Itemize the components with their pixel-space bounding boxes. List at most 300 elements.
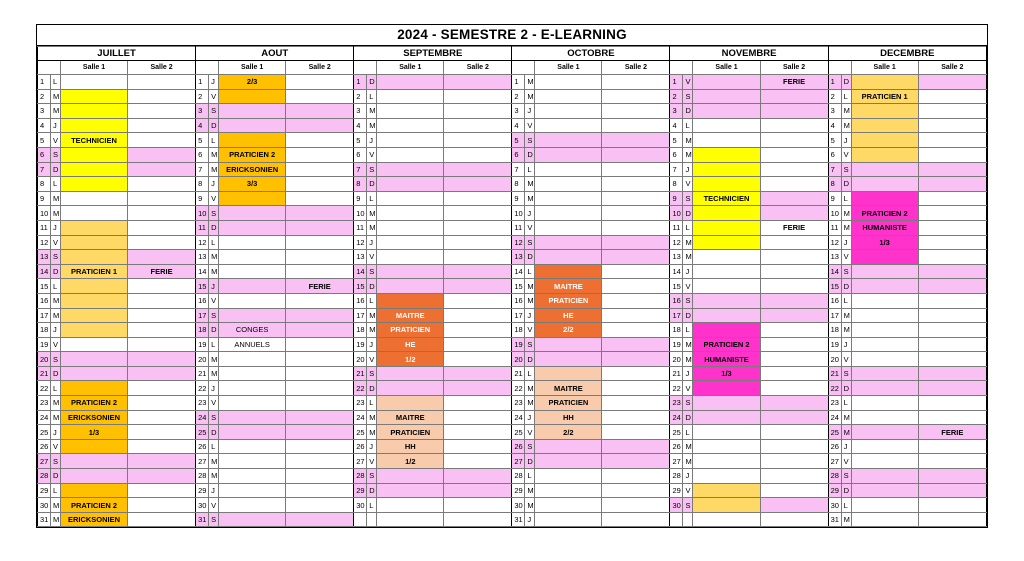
day-number: 13	[828, 250, 841, 265]
salle-1-cell	[377, 191, 444, 206]
day-of-week: V	[683, 279, 693, 294]
salle-2-cell	[602, 425, 670, 440]
salle-1-cell	[61, 352, 128, 367]
salle-1-cell	[61, 337, 128, 352]
salle-2-cell	[760, 498, 828, 513]
empty-cell	[354, 512, 367, 527]
salle-2-cell	[918, 498, 986, 513]
day-of-week: M	[367, 410, 377, 425]
day-number: 31	[828, 512, 841, 527]
salle-1-cell	[693, 381, 760, 396]
day-of-week: V	[51, 235, 61, 250]
salle-1-cell	[377, 162, 444, 177]
day-of-week: M	[683, 352, 693, 367]
day-number: 30	[670, 498, 683, 513]
day-number: 24	[828, 410, 841, 425]
day-number: 20	[196, 352, 209, 367]
day-of-week: L	[525, 469, 535, 484]
salle-2-cell	[444, 250, 512, 265]
salle-1-cell	[851, 118, 918, 133]
salle-2-cell	[286, 337, 354, 352]
day-number: 24	[512, 410, 525, 425]
salle-1-cell	[219, 352, 286, 367]
salle-1-cell: MAITRE	[535, 279, 602, 294]
calendar-row	[38, 250, 987, 265]
salle-1-cell	[377, 220, 444, 235]
calendar-row	[38, 177, 987, 192]
day-number: 18	[828, 323, 841, 338]
salle-1-cell	[851, 366, 918, 381]
day-number: 14	[670, 264, 683, 279]
salle-1-cell: HH	[377, 439, 444, 454]
day-of-week: D	[209, 425, 219, 440]
day-number: 7	[512, 162, 525, 177]
salle-2-cell	[286, 118, 354, 133]
salle-2-cell	[760, 425, 828, 440]
day-number: 9	[354, 191, 367, 206]
salle-2-cell	[760, 89, 828, 104]
day-of-week: J	[683, 366, 693, 381]
salle-1-cell	[377, 206, 444, 221]
day-of-week: D	[525, 352, 535, 367]
salle-1-cell	[219, 250, 286, 265]
salle-1-cell	[61, 381, 128, 396]
salle-2-cell	[918, 469, 986, 484]
day-number: 26	[828, 439, 841, 454]
salle-1-cell	[61, 118, 128, 133]
day-of-week: L	[525, 366, 535, 381]
day-of-week: S	[367, 264, 377, 279]
salle-1-cell	[219, 206, 286, 221]
day-of-week: S	[841, 162, 851, 177]
salle-2-cell	[760, 206, 828, 221]
day-number: 2	[512, 89, 525, 104]
day-of-week: M	[209, 147, 219, 162]
day-of-week: V	[683, 381, 693, 396]
day-number: 10	[512, 206, 525, 221]
day-number: 26	[670, 439, 683, 454]
day-number: 7	[670, 162, 683, 177]
salle-1-cell	[61, 191, 128, 206]
day-of-week: L	[367, 293, 377, 308]
salle-2-cell	[128, 352, 196, 367]
day-of-week: M	[841, 512, 851, 527]
empty-cell	[444, 512, 512, 527]
day-column-header	[828, 61, 851, 75]
day-of-week: V	[683, 177, 693, 192]
salle-1-cell: HUMANISTE	[693, 352, 760, 367]
day-of-week: D	[367, 483, 377, 498]
salle-2-cell	[760, 483, 828, 498]
salle-1-cell	[851, 469, 918, 484]
empty-cell	[670, 512, 683, 527]
salle-2-cell	[918, 118, 986, 133]
calendar-row	[38, 454, 987, 469]
empty-cell	[760, 512, 828, 527]
day-of-week: S	[683, 396, 693, 411]
salle-1-cell: 1/3	[693, 366, 760, 381]
day-number: 25	[670, 425, 683, 440]
day-of-week: V	[51, 133, 61, 148]
day-of-week: V	[525, 118, 535, 133]
day-of-week: D	[51, 469, 61, 484]
salle-1-cell	[377, 177, 444, 192]
day-of-week: J	[525, 410, 535, 425]
salle-2-cell	[760, 337, 828, 352]
salle-1-cell: HE	[377, 337, 444, 352]
salle-1-header: Salle 1	[693, 61, 760, 75]
calendar-row	[38, 264, 987, 279]
salle-1-cell	[61, 250, 128, 265]
salle-1-cell: HE	[535, 308, 602, 323]
salle-2-cell	[602, 366, 670, 381]
day-number: 29	[512, 483, 525, 498]
salle-2-cell	[444, 162, 512, 177]
salle-2-cell	[602, 293, 670, 308]
salle-2-cell	[602, 323, 670, 338]
day-of-week: L	[841, 498, 851, 513]
salle-2-cell	[602, 352, 670, 367]
day-number: 10	[828, 206, 841, 221]
salle-1-cell	[693, 264, 760, 279]
salle-2-cell	[286, 147, 354, 162]
salle-2-cell	[918, 439, 986, 454]
salle-2-cell	[286, 206, 354, 221]
salle-1-cell	[219, 104, 286, 119]
day-of-week: L	[841, 293, 851, 308]
salle-2-cell	[444, 147, 512, 162]
day-of-week: M	[367, 206, 377, 221]
day-number: 15	[670, 279, 683, 294]
salle-2-cell	[128, 410, 196, 425]
salle-2-cell	[760, 250, 828, 265]
day-of-week: J	[841, 337, 851, 352]
salle-2-cell	[918, 177, 986, 192]
salle-2-cell	[918, 220, 986, 235]
calendar-row	[38, 104, 987, 119]
salle-1-cell	[219, 264, 286, 279]
salle-2-cell	[602, 381, 670, 396]
salle-2-cell	[918, 308, 986, 323]
salle-1-cell	[851, 75, 918, 90]
day-of-week: M	[525, 177, 535, 192]
salle-1-cell	[219, 133, 286, 148]
salle-2-header: Salle 2	[918, 61, 986, 75]
day-number: 19	[38, 337, 51, 352]
day-number: 26	[512, 439, 525, 454]
calendar-row	[38, 220, 987, 235]
day-of-week: L	[51, 75, 61, 90]
day-of-week: S	[683, 191, 693, 206]
salle-2-cell	[286, 454, 354, 469]
day-of-week: D	[525, 147, 535, 162]
day-number: 19	[670, 337, 683, 352]
salle-1-cell	[377, 147, 444, 162]
salle-2-cell	[602, 337, 670, 352]
salle-1-cell: ANNUELS	[219, 337, 286, 352]
day-of-week: V	[209, 396, 219, 411]
salle-2-cell	[128, 396, 196, 411]
salle-1-cell	[219, 425, 286, 440]
salle-2-cell	[128, 191, 196, 206]
salle-2-cell	[128, 235, 196, 250]
day-of-week: V	[51, 439, 61, 454]
day-of-week: M	[683, 454, 693, 469]
day-number: 12	[512, 235, 525, 250]
salle-1-cell	[693, 177, 760, 192]
salle-1-cell: PRATICIEN 2	[851, 206, 918, 221]
salle-1-cell	[219, 498, 286, 513]
salle-1-cell	[377, 133, 444, 148]
salle-1-cell	[535, 264, 602, 279]
day-of-week: S	[525, 235, 535, 250]
day-of-week: V	[841, 250, 851, 265]
day-column-header	[354, 61, 377, 75]
day-number: 3	[38, 104, 51, 119]
salle-1-cell: ERICKSONIEN	[61, 410, 128, 425]
day-of-week: D	[51, 366, 61, 381]
calendar-row	[38, 512, 987, 527]
day-of-week: S	[209, 104, 219, 119]
day-of-week: D	[209, 118, 219, 133]
day-number: 8	[512, 177, 525, 192]
salle-2-cell	[602, 279, 670, 294]
salle-1-cell	[377, 104, 444, 119]
day-number: 3	[354, 104, 367, 119]
salle-1-cell	[693, 425, 760, 440]
day-of-week: V	[841, 352, 851, 367]
day-of-week: M	[683, 439, 693, 454]
day-number: 9	[670, 191, 683, 206]
day-number: 9	[196, 191, 209, 206]
day-of-week: V	[525, 323, 535, 338]
salle-1-cell	[851, 250, 918, 265]
salle-2-cell	[760, 366, 828, 381]
calendar-row	[38, 133, 987, 148]
day-number: 12	[828, 235, 841, 250]
day-of-week: J	[51, 323, 61, 338]
salle-2-cell	[602, 133, 670, 148]
day-number: 11	[196, 220, 209, 235]
day-of-week: D	[683, 206, 693, 221]
salle-2-cell	[918, 191, 986, 206]
day-of-week: L	[683, 118, 693, 133]
day-number: 16	[196, 293, 209, 308]
day-of-week: M	[209, 352, 219, 367]
salle-1-cell	[851, 352, 918, 367]
salle-2-header: Salle 2	[286, 61, 354, 75]
day-of-week: M	[51, 89, 61, 104]
day-of-week: L	[51, 177, 61, 192]
salle-1-cell	[693, 396, 760, 411]
salle-1-header: Salle 1	[377, 61, 444, 75]
day-number: 24	[354, 410, 367, 425]
day-number: 20	[670, 352, 683, 367]
salle-1-cell	[693, 89, 760, 104]
calendar-table	[37, 46, 987, 527]
day-of-week: M	[209, 264, 219, 279]
day-of-week: M	[51, 293, 61, 308]
day-of-week: L	[209, 337, 219, 352]
salle-2-cell	[918, 293, 986, 308]
salle-2-header: Salle 2	[444, 61, 512, 75]
salle-1-cell	[535, 337, 602, 352]
calendar-sheet	[36, 24, 988, 528]
salle-1-cell	[535, 366, 602, 381]
salle-1-cell: HUMANISTE	[851, 220, 918, 235]
salle-2-cell: FERIE	[760, 75, 828, 90]
day-number: 6	[670, 147, 683, 162]
day-of-week: D	[367, 279, 377, 294]
day-number: 10	[354, 206, 367, 221]
salle-2-cell	[760, 352, 828, 367]
day-number: 1	[196, 75, 209, 90]
day-of-week: M	[841, 118, 851, 133]
day-number: 21	[670, 366, 683, 381]
day-of-week: M	[841, 308, 851, 323]
day-number: 12	[670, 235, 683, 250]
salle-2-cell	[602, 264, 670, 279]
salle-2-cell	[918, 235, 986, 250]
salle-1-header: Salle 1	[535, 61, 602, 75]
salle-2-cell: FERIE	[760, 220, 828, 235]
salle-2-cell	[918, 366, 986, 381]
salle-1-cell	[61, 235, 128, 250]
calendar-row	[38, 308, 987, 323]
salle-1-cell	[61, 162, 128, 177]
day-number: 20	[512, 352, 525, 367]
salle-1-cell	[535, 206, 602, 221]
day-of-week: L	[683, 425, 693, 440]
salle-1-cell	[851, 133, 918, 148]
day-of-week: J	[209, 279, 219, 294]
salle-1-cell	[535, 104, 602, 119]
salle-1-cell	[851, 454, 918, 469]
salle-1-cell	[61, 104, 128, 119]
day-number: 22	[828, 381, 841, 396]
day-number: 8	[354, 177, 367, 192]
salle-1-cell	[851, 410, 918, 425]
salle-2-cell	[602, 177, 670, 192]
day-number: 23	[354, 396, 367, 411]
salle-1-cell	[377, 293, 444, 308]
day-number: 5	[828, 133, 841, 148]
salle-2-cell	[128, 89, 196, 104]
salle-1-cell	[535, 133, 602, 148]
day-of-week: J	[683, 469, 693, 484]
salle-1-cell	[219, 308, 286, 323]
salle-1-cell	[535, 250, 602, 265]
day-number: 21	[512, 366, 525, 381]
day-of-week: S	[367, 366, 377, 381]
day-of-week: L	[841, 396, 851, 411]
day-number: 18	[512, 323, 525, 338]
day-number: 25	[512, 425, 525, 440]
salle-1-cell	[693, 220, 760, 235]
day-of-week: J	[525, 512, 535, 527]
calendar-row	[38, 191, 987, 206]
day-of-week: D	[683, 104, 693, 119]
salle-2-cell: FERIE	[286, 279, 354, 294]
day-of-week: L	[367, 89, 377, 104]
salle-2-cell	[918, 410, 986, 425]
day-of-week: S	[209, 308, 219, 323]
salle-1-cell: MAITRE	[377, 410, 444, 425]
day-number: 17	[196, 308, 209, 323]
salle-1-cell	[535, 177, 602, 192]
salle-2-cell	[444, 133, 512, 148]
salle-2-cell	[128, 323, 196, 338]
day-number: 21	[828, 366, 841, 381]
day-number: 5	[354, 133, 367, 148]
day-of-week: M	[841, 104, 851, 119]
day-number: 16	[354, 293, 367, 308]
salle-2-cell	[286, 250, 354, 265]
salle-2-cell	[602, 308, 670, 323]
salle-2-cell	[444, 425, 512, 440]
salle-2-cell	[444, 89, 512, 104]
day-of-week: D	[367, 177, 377, 192]
day-of-week: S	[209, 206, 219, 221]
salle-1-cell: ERICKSONIEN	[61, 512, 128, 527]
salle-1-cell	[219, 439, 286, 454]
day-of-week: M	[367, 104, 377, 119]
calendar-row	[38, 352, 987, 367]
salle-1-cell	[61, 323, 128, 338]
salle-2-cell	[918, 279, 986, 294]
salle-1-cell	[61, 89, 128, 104]
salle-2-cell	[286, 308, 354, 323]
salle-1-cell	[851, 279, 918, 294]
salle-2-cell	[602, 191, 670, 206]
salle-1-cell	[535, 454, 602, 469]
calendar-row	[38, 235, 987, 250]
salle-1-cell	[693, 293, 760, 308]
empty-cell	[367, 512, 377, 527]
day-number: 15	[196, 279, 209, 294]
day-number: 22	[670, 381, 683, 396]
day-number: 1	[512, 75, 525, 90]
salle-2-cell	[286, 352, 354, 367]
day-of-week: M	[51, 410, 61, 425]
salle-2-cell	[760, 133, 828, 148]
empty-cell	[683, 512, 693, 527]
salle-2-cell	[444, 264, 512, 279]
day-of-week: D	[841, 177, 851, 192]
salle-1-cell: 2/2	[535, 425, 602, 440]
day-number: 27	[512, 454, 525, 469]
day-of-week: S	[209, 512, 219, 527]
salle-1-cell	[851, 264, 918, 279]
day-of-week: J	[209, 483, 219, 498]
day-number: 29	[196, 483, 209, 498]
salle-1-cell: TECHNICIEN	[693, 191, 760, 206]
calendar-row	[38, 118, 987, 133]
day-of-week: J	[51, 220, 61, 235]
day-of-week: D	[51, 162, 61, 177]
calendar-row	[38, 410, 987, 425]
salle-1-cell	[61, 293, 128, 308]
salle-2-cell	[918, 250, 986, 265]
salle-1-cell	[377, 89, 444, 104]
salle-2-cell	[286, 89, 354, 104]
salle-2-cell	[918, 147, 986, 162]
salle-1-cell: ERICKSONIEN	[219, 162, 286, 177]
salle-1-cell: 3/3	[219, 177, 286, 192]
salle-1-cell	[219, 118, 286, 133]
salle-2-cell	[918, 381, 986, 396]
day-number: 5	[670, 133, 683, 148]
